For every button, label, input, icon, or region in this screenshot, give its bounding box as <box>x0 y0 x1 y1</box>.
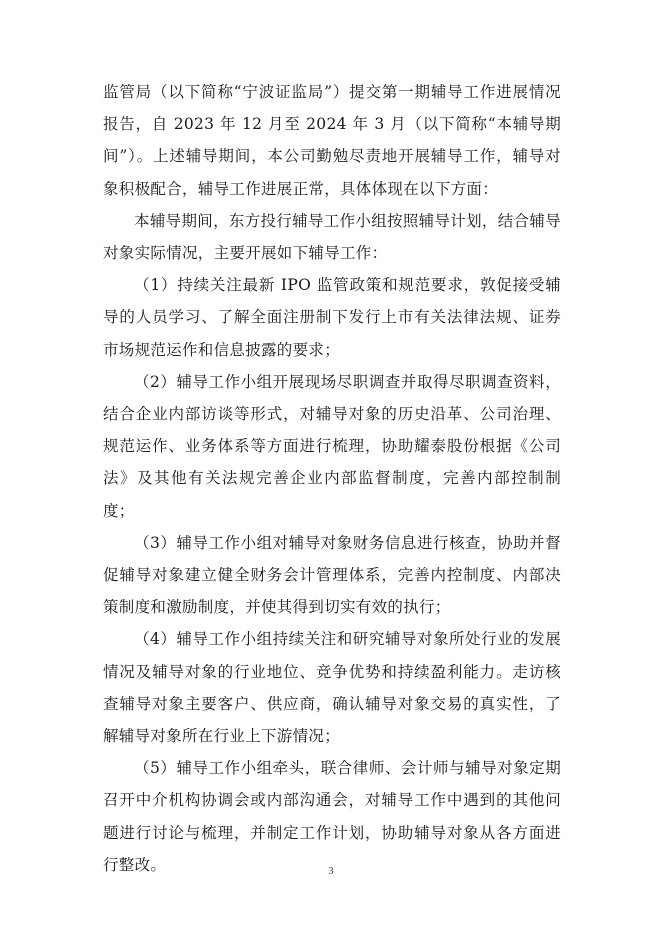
paragraph-item-5: （5）辅导工作小组牵头，联合律师、会计师与辅导对象定期召开中介机构协调会或内部沟通会，对辅导工作中遇到的其他问题进行讨论与梳理，并制定工作计划，协助辅导对象从各方面进行整改。 <box>103 759 561 874</box>
paragraph-item-2: （2）辅导工作小组开展现场尽职调查并取得尽职调查资料，结合企业内部访谈等形式，对辅导对象的历史沿革、公司治理、规范运作、业务体系等方面进行梳理，协助耀泰股份根据《公司法》及其他有关法规完善企业内部监督制度，完善内部控制制度； <box>103 372 561 520</box>
document-body <box>103 76 561 881</box>
paragraph-item-1: （1）持续关注最新 IPO 监管政策和规范要求，敦促接受辅导的人员学习、了解全面注册制下发行上市有关法律法规、证券市场规范运作和信息披露的要求； <box>103 276 561 359</box>
paragraph-item-4: （4）辅导工作小组持续关注和研究辅导对象所处行业的发展情况及辅导对象的行业地位、竞争优势和持续盈利能力。走访核查辅导对象主要客户、供应商，确认辅导对象交易的真实性，了解辅导对象所在行业上下游情况； <box>103 630 561 746</box>
paragraph-continuation: 监管局（以下简称“宁波证监局”）提交第一期辅导工作进展情况报告，自 2023 年 12 月至 2024 年 3 月（以下简称“本辅导期间”）。上述辅导期间，本公司勤勉尽责地开展辅导工作，辅导对象积极配合，辅导工作进展正常，具体体现在以下方面： <box>103 83 561 198</box>
page-number: 3 <box>328 866 334 877</box>
paragraph-item-3: （3）辅导工作小组对辅导对象财务信息进行核查，协助并督促辅导对象建立健全财务会计管理体系，完善内控制度、内部决策制度和激励制度，并使其得到切实有效的执行； <box>103 533 561 617</box>
paragraph-intro: 本辅导期间，东方投行辅导工作小组按照辅导计划，结合辅导对象实际情况，主要开展如下辅导工作： <box>103 211 561 263</box>
